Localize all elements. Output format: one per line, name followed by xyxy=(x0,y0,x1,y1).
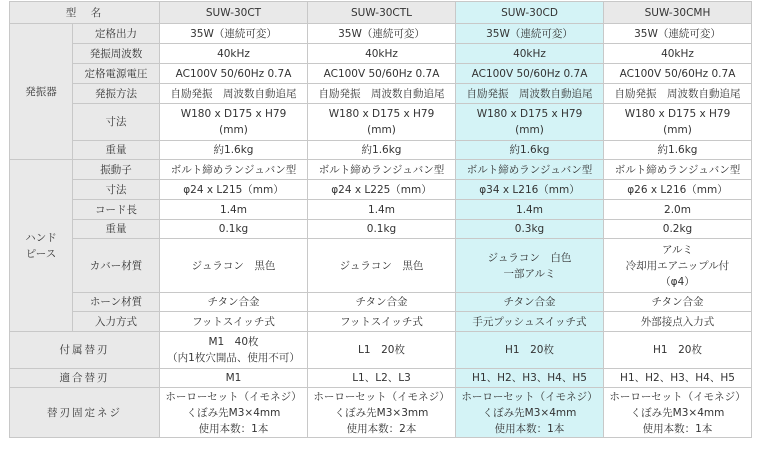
spec-row xyxy=(10,369,752,388)
model-name-cd: SUW-30CD xyxy=(456,2,604,24)
cell-line: W180 x D175 x H79 xyxy=(624,108,731,120)
value-cell: AC100V 50/60Hz 0.7A xyxy=(160,64,308,84)
value-cell: ボルト締めランジュバン型 xyxy=(456,160,604,180)
cell-line: 冷却用エアニップル付 xyxy=(625,259,730,272)
value-cell: φ24 x L215（mm） xyxy=(160,180,308,200)
cell-line: (mm) xyxy=(219,124,248,136)
value-cell: AC100V 50/60Hz 0.7A xyxy=(604,64,752,84)
spec-row xyxy=(10,220,752,239)
cell-line: (mm) xyxy=(663,124,692,136)
spec-row xyxy=(10,388,752,438)
value-cell: 約1.6kg xyxy=(604,141,752,160)
spec-row xyxy=(10,141,752,160)
header-row xyxy=(10,2,752,24)
cell-line: 使用本数：1本 xyxy=(494,422,565,435)
value-cell xyxy=(456,369,604,388)
model-header-label: 型 名 xyxy=(10,2,160,24)
value-cell xyxy=(160,388,308,438)
model-name-ct: SUW-30CT xyxy=(160,2,308,24)
value-cell: 35W（連続可変） xyxy=(604,24,752,44)
spec-row xyxy=(10,44,752,64)
value-cell: φ26 x L216（mm） xyxy=(604,180,752,200)
value-cell: φ24 x L225（mm） xyxy=(308,180,456,200)
spec-row xyxy=(10,64,752,84)
value-cell xyxy=(456,332,604,369)
cell-line: M1 40枚 xyxy=(208,336,259,348)
value-cell xyxy=(308,388,456,438)
cell-line: ホーローセット（イモネジ） xyxy=(609,390,746,403)
value-cell: φ34 x L216（mm） xyxy=(456,180,604,200)
value-cell: 40kHz xyxy=(456,44,604,64)
row-label: 付属替刃 xyxy=(10,332,160,369)
value-cell xyxy=(456,388,604,438)
value-cell: 約1.6kg xyxy=(308,141,456,160)
value-cell: 1.4m xyxy=(160,200,308,220)
group-label-line: 発振器 xyxy=(25,85,57,98)
value-cell xyxy=(308,104,456,141)
value-cell xyxy=(604,332,752,369)
cell-line: くぼみ先M3×4mm xyxy=(186,406,281,419)
model-name-ctl: SUW-30CTL xyxy=(308,2,456,24)
group-label-line: ハンド xyxy=(25,231,57,244)
value-cell xyxy=(160,104,308,141)
value-cell: 35W（連続可変） xyxy=(308,24,456,44)
cell-line: L1 20枚 xyxy=(358,344,405,356)
cell-line: ジュラコン 白色 xyxy=(487,251,572,264)
cell-line: 使用本数：2本 xyxy=(346,422,417,435)
value-cell: 40kHz xyxy=(604,44,752,64)
cell-line: くぼみ先M3×4mm xyxy=(630,406,725,419)
value-cell xyxy=(604,239,752,293)
row-label: 替刃固定ネジ xyxy=(10,388,160,438)
spec-row xyxy=(10,200,752,220)
value-cell: 0.1kg xyxy=(160,220,308,239)
cell-line: H1、H2、H3、H4、H5 xyxy=(472,372,587,384)
cell-line: ホーローセット（イモネジ） xyxy=(165,390,302,403)
spec-row xyxy=(10,293,752,312)
value-cell: チタン合金 xyxy=(456,293,604,312)
value-cell: 自励発振 周波数自動追尾 xyxy=(456,84,604,104)
value-cell: チタン合金 xyxy=(604,293,752,312)
row-label: 発振方法 xyxy=(73,84,160,104)
cell-line: アルミ xyxy=(661,243,694,256)
value-cell xyxy=(160,369,308,388)
value-cell xyxy=(604,104,752,141)
value-cell: 外部接点入力式 xyxy=(604,312,752,332)
cell-line: 一部アルミ xyxy=(503,267,556,280)
spec-row xyxy=(10,24,752,44)
value-cell xyxy=(456,239,604,293)
value-cell xyxy=(308,369,456,388)
cell-line: （内1枚穴開品、使用不可） xyxy=(167,352,300,364)
spec-row xyxy=(10,160,752,180)
cell-line: ジュラコン 黒色 xyxy=(191,259,276,272)
row-label: ホーン材質 xyxy=(73,293,160,312)
spec-row xyxy=(10,332,752,369)
spec-row xyxy=(10,312,752,332)
row-label: 入力方式 xyxy=(73,312,160,332)
value-cell: フットスイッチ式 xyxy=(308,312,456,332)
spec-table-body xyxy=(10,2,752,438)
value-cell: ボルト締めランジュバン型 xyxy=(604,160,752,180)
model-name-cmh: SUW-30CMH xyxy=(604,2,752,24)
row-label: 重量 xyxy=(73,220,160,239)
cell-line: W180 x D175 x H79 xyxy=(180,108,287,120)
value-cell: 0.1kg xyxy=(308,220,456,239)
value-cell xyxy=(160,332,308,369)
value-cell xyxy=(160,239,308,293)
cell-line: H1 20枚 xyxy=(653,344,702,356)
value-cell: 自励発振 周波数自動追尾 xyxy=(308,84,456,104)
spec-row xyxy=(10,180,752,200)
row-label: 重量 xyxy=(73,141,160,160)
cell-line: W180 x D175 x H79 xyxy=(328,108,435,120)
value-cell: 手元プッシュスイッチ式 xyxy=(456,312,604,332)
cell-line: L1、L2、L3 xyxy=(352,372,411,384)
value-cell: 自励発振 周波数自動追尾 xyxy=(604,84,752,104)
row-label: 適合替刃 xyxy=(10,369,160,388)
oscillator-group-label xyxy=(10,24,73,160)
spec-row xyxy=(10,84,752,104)
cell-line: (mm) xyxy=(515,124,544,136)
handpiece-group-label xyxy=(10,160,73,332)
cell-line: ジュラコン 黒色 xyxy=(339,259,424,272)
spec-row xyxy=(10,104,752,141)
row-label: コード長 xyxy=(73,200,160,220)
row-label: 定格電源電圧 xyxy=(73,64,160,84)
value-cell: フットスイッチ式 xyxy=(160,312,308,332)
spec-row xyxy=(10,239,752,293)
cell-line: M1 xyxy=(225,372,242,384)
row-label: 寸法 xyxy=(73,180,160,200)
value-cell: ボルト締めランジュバン型 xyxy=(308,160,456,180)
value-cell: AC100V 50/60Hz 0.7A xyxy=(308,64,456,84)
value-cell xyxy=(308,332,456,369)
value-cell: 40kHz xyxy=(308,44,456,64)
cell-line: W180 x D175 x H79 xyxy=(476,108,583,120)
cell-line: 使用本数：1本 xyxy=(642,422,713,435)
value-cell: チタン合金 xyxy=(160,293,308,312)
cell-line: 使用本数：1本 xyxy=(198,422,269,435)
cell-line: (mm) xyxy=(367,124,396,136)
value-cell xyxy=(308,239,456,293)
value-cell: 1.4m xyxy=(308,200,456,220)
value-cell: 0.3kg xyxy=(456,220,604,239)
value-cell: 35W（連続可変） xyxy=(456,24,604,44)
group-label-line: ピース xyxy=(25,247,57,260)
cell-line: H1、H2、H3、H4、H5 xyxy=(620,372,735,384)
value-cell: 0.2kg xyxy=(604,220,752,239)
row-label: 振動子 xyxy=(73,160,160,180)
value-cell: 約1.6kg xyxy=(456,141,604,160)
value-cell: チタン合金 xyxy=(308,293,456,312)
value-cell: 自励発振 周波数自動追尾 xyxy=(160,84,308,104)
cell-line: ホーローセット（イモネジ） xyxy=(313,390,450,403)
row-label: 寸法 xyxy=(73,104,160,141)
value-cell: 2.0m xyxy=(604,200,752,220)
value-cell: 40kHz xyxy=(160,44,308,64)
value-cell xyxy=(604,369,752,388)
cell-line: （φ4） xyxy=(660,275,695,288)
spec-table xyxy=(9,1,752,438)
cell-line: ホーローセット（イモネジ） xyxy=(461,390,598,403)
row-label: 発振周波数 xyxy=(73,44,160,64)
value-cell xyxy=(604,388,752,438)
cell-line: H1 20枚 xyxy=(505,344,554,356)
value-cell: ボルト締めランジュバン型 xyxy=(160,160,308,180)
row-label: カバー材質 xyxy=(73,239,160,293)
row-label: 定格出力 xyxy=(73,24,160,44)
value-cell: AC100V 50/60Hz 0.7A xyxy=(456,64,604,84)
value-cell: 約1.6kg xyxy=(160,141,308,160)
value-cell: 35W（連続可変） xyxy=(160,24,308,44)
cell-line: くぼみ先M3×3mm xyxy=(334,406,429,419)
value-cell: 1.4m xyxy=(456,200,604,220)
cell-line: くぼみ先M3×4mm xyxy=(482,406,577,419)
value-cell xyxy=(456,104,604,141)
